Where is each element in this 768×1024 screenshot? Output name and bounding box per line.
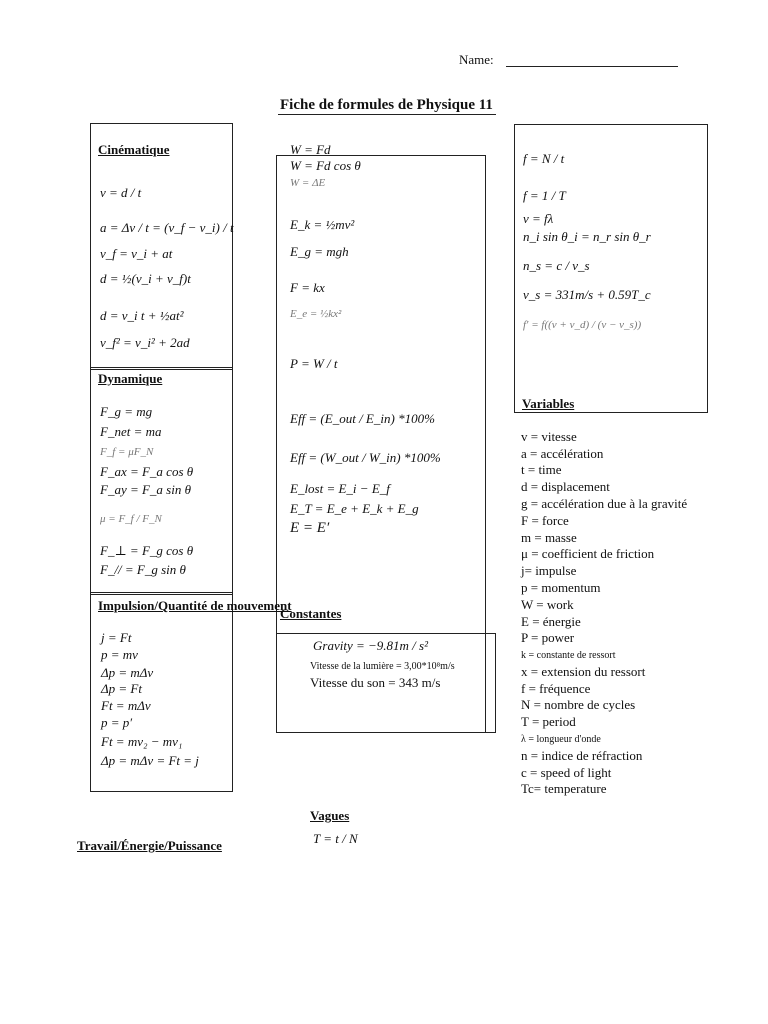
formula: a = Δv / t = (v_f − v_i) / t — [100, 220, 234, 235]
formula: v = d / t — [100, 185, 142, 200]
formula: E = E′ — [290, 520, 330, 536]
formula: v_s = 331m/s + 0.59T_c — [523, 287, 651, 302]
variable-item: a = accélération — [521, 446, 604, 461]
variable-item: Tc= temperature — [521, 781, 607, 796]
gravity-constant: Gravity = −9.81m / s² — [313, 638, 428, 653]
constants-heading: Constantes — [280, 606, 342, 621]
variable-item: v = vitesse — [521, 429, 577, 444]
variable-item: T = period — [521, 714, 576, 729]
dynamics-heading: Dynamique — [98, 371, 163, 386]
formula: d = ½(v_i + v_f)t — [100, 271, 191, 286]
variable-item: j= impulse — [521, 563, 577, 578]
formula: P = W / t — [290, 356, 338, 371]
formula: W = Fd cos θ — [290, 158, 361, 173]
formula: Δp = Ft — [101, 681, 142, 696]
title-underline — [278, 114, 496, 115]
variable-item: λ = longueur d'onde — [521, 734, 601, 745]
variable-item: F = force — [521, 513, 569, 528]
sound-speed-constant: Vitesse du son = 343 m/s — [310, 675, 441, 690]
formula: Ft = mv₂ − mv₁ — [101, 734, 183, 749]
variable-item: m = masse — [521, 530, 577, 545]
variable-item: μ = coefficient de friction — [521, 546, 655, 561]
kinematics-heading: Cinématique — [98, 142, 170, 157]
formula: v = fλ — [523, 211, 554, 226]
formula: W = ΔE — [290, 177, 326, 189]
formula: Δp = mΔv = Ft = j — [101, 753, 199, 768]
formula: Δp = mΔv — [101, 665, 154, 680]
dynamics-box — [90, 367, 233, 595]
formula: E_e = ½kx² — [290, 308, 342, 320]
impulse-heading: Impulsion/Quantité de mouvement — [98, 598, 292, 613]
formula: Eff = (E_out / E_in) *100% — [290, 411, 435, 426]
formula: E_k = ½mv² — [290, 217, 355, 232]
light-speed-constant: Vitesse de la lumière = 3,00*10⁸m/s — [310, 661, 455, 672]
formula: W = Fd — [290, 142, 331, 157]
formula: j = Ft — [101, 630, 132, 645]
name-field[interactable] — [506, 66, 678, 67]
formula: Eff = (W_out / W_in) *100% — [290, 450, 441, 465]
variable-item: p = momentum — [521, 580, 601, 595]
formula: E_T = E_e + E_k + E_g — [290, 501, 419, 516]
variable-item: c = speed of light — [521, 765, 612, 780]
formula: f = 1 / T — [523, 188, 566, 203]
variable-item: P = power — [521, 630, 575, 645]
variable-item: f = fréquence — [521, 681, 591, 696]
formula: F_// = F_g sin θ — [100, 562, 186, 577]
page-title: Fiche de formules de Physique 11 — [280, 97, 493, 113]
formula: f′ = f((v + v_d) / (v − v_s)) — [523, 319, 642, 331]
formula: T = t / N — [313, 831, 358, 846]
formula: F_g = mg — [100, 404, 153, 419]
variable-item: n = indice de réfraction — [521, 748, 643, 763]
variable-item: t = time — [521, 462, 562, 477]
formula: F_f = μF_N — [100, 446, 154, 458]
variable-item: g = accélération due à la gravité — [521, 496, 688, 511]
formula: F_net = ma — [100, 424, 162, 439]
formula: E_lost = E_i − E_f — [290, 481, 390, 496]
variable-item: N = nombre de cycles — [521, 697, 636, 712]
formula: n_s = c / v_s — [523, 258, 590, 273]
formula: F_ax = F_a cos θ — [100, 464, 194, 479]
formula: p = p′ — [101, 715, 133, 730]
formula: v_f² = v_i² + 2ad — [100, 335, 190, 350]
variable-item: k = constante de ressort — [521, 650, 616, 661]
formula: F_ay = F_a sin θ — [100, 482, 191, 497]
formula: n_i sin θ_i = n_r sin θ_r — [523, 229, 651, 244]
formula: d = v_i t + ½at² — [100, 308, 184, 323]
work-heading: Travail/Énergie/Puissance — [77, 838, 222, 853]
formula: p = mv — [101, 647, 138, 662]
variable-item: W = work — [521, 597, 574, 612]
variable-item: E = énergie — [521, 614, 581, 629]
formula: F_⊥ = F_g cos θ — [100, 543, 194, 558]
variables-heading: Variables — [522, 396, 575, 411]
variable-item: x = extension du ressort — [521, 664, 646, 679]
formula: E_g = mgh — [290, 244, 349, 259]
formula: f = N / t — [523, 151, 565, 166]
name-label: Name: — [459, 52, 494, 67]
variable-item: d = displacement — [521, 479, 610, 494]
formula: v_f = v_i + at — [100, 246, 173, 261]
formula: Ft = mΔv — [101, 698, 151, 713]
waves-heading: Vagues — [310, 808, 350, 823]
formula: μ = F_f / F_N — [100, 513, 162, 525]
formula: F = kx — [290, 280, 325, 295]
